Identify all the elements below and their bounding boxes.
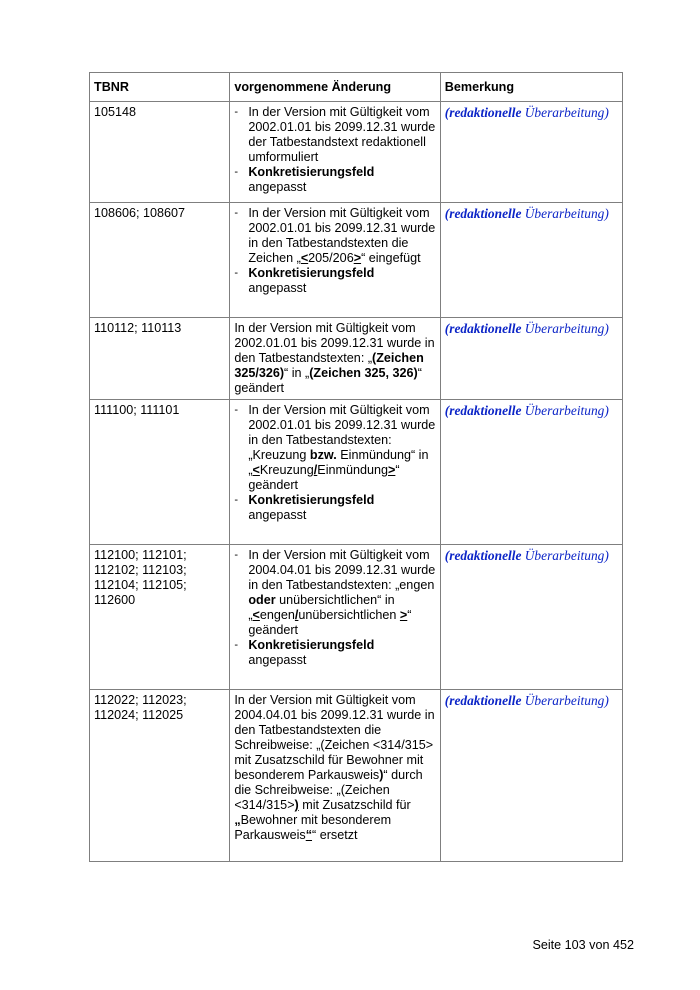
remark-cell: (redaktionelle Überarbeitung) [440, 102, 622, 203]
tbnr-cell: 111100; 111101 [90, 400, 230, 545]
table-row [90, 545, 623, 690]
list-item: - Konkretisierungsfeld angepasst [234, 638, 375, 667]
table-header-row [90, 73, 623, 102]
header-remark: Bemerkung [440, 73, 622, 102]
remark-cell: (redaktionelle Überarbeitung) [440, 203, 622, 318]
list-item: - Konkretisierungsfeld angepasst [234, 266, 375, 295]
remark-cell: (redaktionelle Überarbeitung) [440, 690, 622, 862]
tbnr-cell: 112022; 112023; 112024; 112025 [90, 690, 230, 862]
list-item: - In der Version mit Gültigkeit vom 2002.01.01 bis 2099.12.31 wurde der Tatbestandstext redaktionell umformuliert [234, 105, 436, 164]
change-cell [230, 545, 440, 690]
change-cell [230, 203, 440, 318]
list-item: - Konkretisierungsfeld angepasst [234, 165, 375, 194]
change-cell [230, 400, 440, 545]
tbnr-cell: 112100; 112101; 112102; 112103; 112104; 112105; 112600 [90, 545, 230, 690]
table-row [90, 102, 623, 203]
table-row [90, 400, 623, 545]
list-item: - In der Version mit Gültigkeit vom 2002.01.01 bis 2099.12.31 wurde in den Tatbestandstexten: „Kreuzung bzw. Einmündung“ in „<Kreuzung/Einmündung>“ geändert [234, 403, 436, 492]
table-row [90, 203, 623, 318]
remark-cell: (redaktionelle Überarbeitung) [440, 400, 622, 545]
change-cell [230, 102, 440, 203]
table-row [90, 690, 623, 862]
tbnr-cell: 105148 [90, 102, 230, 203]
header-change: vorgenommene Änderung [230, 73, 440, 102]
header-tbnr: TBNR [90, 73, 230, 102]
list-item: - Konkretisierungsfeld angepasst [234, 493, 375, 522]
table-row [90, 318, 623, 400]
tbnr-cell: 108606; 108607 [90, 203, 230, 318]
tbnr-cell: 110112; 110113 [90, 318, 230, 400]
change-cell: In der Version mit Gültigkeit vom 2004.04.01 bis 2099.12.31 wurde in den Tatbestandstexten die Schreibweise: „(Zeichen <314/315> mit Zusatzschild für Bewohner mit besonderem Parkausweis)“ durch die Schreibweise: „(Zeichen <314/315>) mit Zusatzschild für „Bewohner mit besonderem Parkausweis““ ersetzt [230, 690, 440, 862]
remark-cell: (redaktionelle Überarbeitung) [440, 545, 622, 690]
remark-cell: (redaktionelle Überarbeitung) [440, 318, 622, 400]
page-number: Seite 103 von 452 [532, 938, 634, 952]
change-cell: In der Version mit Gültigkeit vom 2002.01.01 bis 2099.12.31 wurde in den Tatbestandstexten: „(Zeichen 325/326)“ in „(Zeichen 325, 326)“ geändert [230, 318, 440, 400]
list-item: - In der Version mit Gültigkeit vom 2002.01.01 bis 2099.12.31 wurde in den Tatbestandstexten die Zeichen „<205/206>“ eingefügt [234, 206, 436, 265]
changes-table [89, 72, 623, 862]
list-item: - In der Version mit Gültigkeit vom 2004.04.01 bis 2099.12.31 wurde in den Tatbestandstexten: „engen oder unübersichtlichen“ in „<engen/unübersichtlichen >“ geändert [234, 548, 436, 637]
